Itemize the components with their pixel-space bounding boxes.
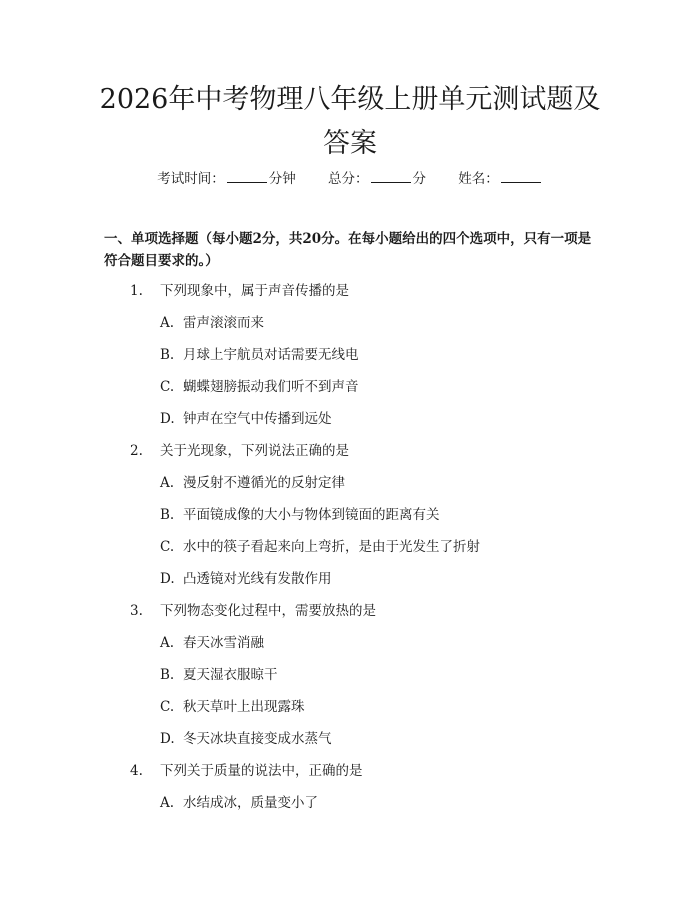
question-number: 2.	[130, 443, 143, 459]
document-title: 2026年中考物理八年级上册单元测试题及答案	[99, 84, 601, 159]
student-name-label: 姓名：	[458, 171, 499, 187]
question-stem: 下列物态变化过程中，需要放热的是	[160, 603, 376, 619]
option-text: 钟声在空气中传播到远处	[183, 411, 332, 427]
answer-option	[0, 504, 700, 536]
option-letter: B.	[160, 507, 175, 523]
answer-option	[0, 344, 700, 376]
answer-option	[0, 472, 700, 504]
question-list	[0, 280, 700, 824]
option-letter: B.	[160, 667, 175, 683]
option-letter: C.	[160, 379, 175, 395]
section-heading: 一、单项选择题（每小题2分，共20分。在每小题给出的四个选项中，只有一项是符合题目要求的。）	[104, 231, 592, 269]
option-text: 水中的筷子看起来向上弯折，是由于光发生了折射	[183, 539, 480, 555]
answer-option	[0, 664, 700, 696]
option-letter: D.	[160, 571, 175, 587]
question-number: 3.	[130, 603, 143, 619]
answer-option	[0, 696, 700, 728]
option-text: 平面镜成像的大小与物体到镜面的距离有关	[183, 507, 440, 523]
answer-option	[0, 408, 700, 440]
exam-time-label: 考试时间：	[157, 171, 225, 187]
exam-time-blank	[227, 168, 267, 183]
option-letter: A.	[160, 475, 175, 491]
question-number: 1.	[130, 283, 143, 299]
option-text: 蝴蝶翅膀振动我们听不到声音	[183, 379, 359, 395]
question-stem: 下列现象中，属于声音传播的是	[160, 283, 349, 299]
total-score-field	[328, 168, 426, 189]
total-score-label: 总分：	[328, 171, 369, 187]
option-letter: C.	[160, 539, 175, 555]
student-name-field	[458, 168, 543, 189]
option-letter: A.	[160, 795, 175, 811]
option-text: 雷声滚滚而来	[183, 315, 264, 331]
answer-option	[0, 568, 700, 600]
answer-option	[0, 312, 700, 344]
exam-info-line	[0, 168, 700, 189]
question-item	[0, 600, 700, 632]
option-letter: B.	[160, 347, 175, 363]
option-text: 漫反射不遵循光的反射定律	[183, 475, 345, 491]
question-item	[0, 280, 700, 312]
question-item	[0, 440, 700, 472]
option-text: 冬天冰块直接变成水蒸气	[183, 731, 332, 747]
question-stem: 关于光现象，下列说法正确的是	[160, 443, 349, 459]
option-text: 凸透镜对光线有发散作用	[183, 571, 332, 587]
option-text: 月球上宇航员对话需要无线电	[183, 347, 359, 363]
question-number: 4.	[130, 763, 143, 779]
question-item	[0, 760, 700, 792]
total-score-blank	[371, 168, 411, 183]
answer-option	[0, 536, 700, 568]
option-letter: C.	[160, 699, 175, 715]
exam-time-field	[157, 168, 296, 189]
question-stem: 下列关于质量的说法中，正确的是	[160, 763, 363, 779]
option-text: 秋天草叶上出现露珠	[183, 699, 305, 715]
answer-option	[0, 728, 700, 760]
option-text: 夏天湿衣服晾干	[183, 667, 278, 683]
student-name-blank	[501, 168, 541, 183]
total-score-unit: 分	[412, 171, 426, 187]
answer-option	[0, 376, 700, 408]
option-letter: A.	[160, 635, 175, 651]
option-letter: D.	[160, 731, 175, 747]
option-letter: D.	[160, 411, 175, 427]
option-text: 水结成冰，质量变小了	[183, 795, 318, 811]
answer-option	[0, 632, 700, 664]
answer-option	[0, 792, 700, 824]
option-text: 春天冰雪消融	[183, 635, 264, 651]
option-letter: A.	[160, 315, 175, 331]
exam-time-unit: 分钟	[268, 171, 296, 187]
